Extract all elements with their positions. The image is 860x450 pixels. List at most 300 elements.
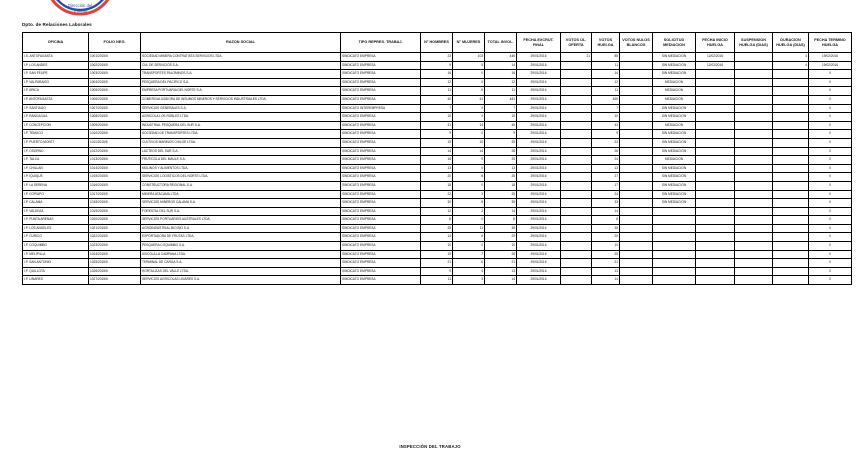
table-cell: 27 (592, 173, 620, 182)
table-cell (620, 121, 653, 130)
table-cell: MEDIACION (653, 156, 696, 165)
table-cell: SERVICIOS PORTUARIOS AUSTRALES LTDA. (141, 216, 341, 225)
table-cell: 9 (592, 130, 620, 139)
table-cell: 29/01/2016 (517, 207, 561, 216)
table-cell (561, 147, 592, 156)
table-cell: SIN MEDIACION (653, 138, 696, 147)
table-cell (561, 95, 592, 104)
table-cell: 17 (592, 181, 620, 190)
table-cell: SOCIEDAD MINERA CONTRATISTA SERVICIOS LTDA. (141, 53, 341, 62)
table-cell: 12 (421, 78, 453, 87)
table-cell: 465 (592, 95, 620, 104)
table-cell: 1001/2015/5 (89, 53, 141, 62)
table-cell (696, 190, 735, 199)
table-cell: 10 (421, 242, 453, 251)
table-cell: FRUTICOLA DEL MAULE S.A. (141, 156, 341, 165)
table-cell: 0 (809, 147, 852, 156)
table-cell: 85 (592, 53, 620, 62)
table-row (23, 61, 852, 70)
table-cell: COMERCIALIZADORA DE INSUMOS MINEROS Y SERVICIOS INDUSTRIALES LTDA. (141, 95, 341, 104)
table-cell: 14 (592, 207, 620, 216)
table-cell: I.P. CHILLAN (23, 164, 89, 173)
table-cell: 3 (453, 276, 485, 285)
table-cell (620, 95, 653, 104)
table-row (23, 216, 852, 225)
column-header: VOTOS NULOS BLANCOS (620, 33, 653, 53)
table-cell (696, 104, 735, 113)
table-cell: I.P. TALCA (23, 156, 89, 165)
table-cell: 14 (421, 147, 453, 156)
table-cell: SINDICATO EMPRESA (341, 121, 421, 130)
table-cell: 6 (453, 233, 485, 242)
table-cell (773, 199, 809, 208)
table-row (23, 199, 852, 208)
table-cell (773, 104, 809, 113)
table-cell: 1005/2015/5 (89, 87, 141, 96)
table-cell: I.P. VALDIVIA (23, 207, 89, 216)
table-cell (653, 224, 696, 233)
table-cell: I.P. TEMUCO (23, 130, 89, 139)
table-cell (561, 259, 592, 268)
table-row (23, 267, 852, 276)
table-cell: 29/01/2016 (517, 121, 561, 130)
table-cell: SINDICATO EMPRESA (341, 61, 421, 70)
table-cell: 29/01/2016 (517, 53, 561, 62)
table-cell (620, 130, 653, 139)
table-cell (561, 70, 592, 79)
table-cell: 29/01/2016 (517, 190, 561, 199)
table-row (23, 233, 852, 242)
table-row (23, 147, 852, 156)
table-cell: 14 (485, 276, 517, 285)
table-cell: 29/01/2016 (517, 104, 561, 113)
table-cell: 23 (421, 53, 453, 62)
table-cell: 8 (592, 216, 620, 225)
table-cell: 10 (592, 113, 620, 122)
table-cell (696, 78, 735, 87)
table-cell: 1010/2015/5 (89, 130, 141, 139)
table-cell: 29/01/2016 (517, 242, 561, 251)
table-cell: 29/01/2016 (517, 61, 561, 70)
table-cell: 0 (453, 216, 485, 225)
table-cell (620, 61, 653, 70)
table-cell: 11 (592, 87, 620, 96)
table-cell: 1004/2015/5 (89, 78, 141, 87)
table-cell: 29/01/2016 (517, 130, 561, 139)
table-cell: 0 (809, 130, 852, 139)
table-cell: MEDIACION (653, 87, 696, 96)
table-cell: 0 (453, 87, 485, 96)
table-cell (735, 138, 773, 147)
table-cell: SIN MEDIACION (653, 199, 696, 208)
table-cell (696, 70, 735, 79)
table-cell: I.P. COQUIMBO (23, 242, 89, 251)
table-cell: 0 (809, 233, 852, 242)
column-header: TIPO REPRES. TRABAJ. (341, 33, 421, 53)
table-cell: 11 (485, 87, 517, 96)
table-cell: SINDICATO EMPRESA (341, 224, 421, 233)
table-cell: MOLINOS Y ALIMENTOS LTDA. (141, 164, 341, 173)
table-cell: HORTALIZAS DEL VALLE LTDA. (141, 267, 341, 276)
table-cell: 1021/2015/5 (89, 224, 141, 233)
table-cell (620, 104, 653, 113)
table-cell (773, 207, 809, 216)
table-cell: SERVICIOS GENERALES S.A. (141, 104, 341, 113)
table-cell: MEDIACION (653, 95, 696, 104)
table-cell (620, 267, 653, 276)
table-cell: 9 (485, 130, 517, 139)
table-cell (653, 250, 696, 259)
table-cell (620, 199, 653, 208)
table-cell: SINDICATO EMPRESA (341, 259, 421, 268)
table-cell: 28 (485, 147, 517, 156)
table-cell (696, 224, 735, 233)
table-cell (696, 130, 735, 139)
table-cell: SINDICATO EMPRESA (341, 216, 421, 225)
table-cell (773, 224, 809, 233)
table-cell (620, 207, 653, 216)
table-cell: 21 (561, 53, 592, 62)
table-cell: 0 (809, 276, 852, 285)
table-cell (620, 259, 653, 268)
table-cell (773, 216, 809, 225)
table-cell: 4 (773, 53, 809, 62)
column-header: TOTAL INVOL. (485, 33, 517, 53)
table-cell (773, 276, 809, 285)
table-cell (696, 207, 735, 216)
table-cell: 29/01/2016 (517, 87, 561, 96)
table-row (23, 156, 852, 165)
table-cell: 18 (485, 181, 517, 190)
table-cell: 21 (421, 259, 453, 268)
table-cell: 45 (485, 121, 517, 130)
table-cell: 10 (453, 138, 485, 147)
table-cell (696, 147, 735, 156)
table-cell: 0 (809, 190, 852, 199)
table-cell: 1023/2015/5 (89, 242, 141, 251)
table-cell: 10 (421, 113, 453, 122)
table-cell: 14 (453, 121, 485, 130)
table-row (23, 259, 852, 268)
table-cell (561, 190, 592, 199)
table-cell: 16 (485, 70, 517, 79)
table-cell: 10 (592, 242, 620, 251)
table-cell: 20 (421, 173, 453, 182)
table-cell: 0 (809, 173, 852, 182)
table-cell: MINERA ATACAMA LTDA. (141, 190, 341, 199)
table-cell: I.P. LA SERENA (23, 181, 89, 190)
table-cell (735, 199, 773, 208)
table-cell: SINDICATO EMPRESA (341, 156, 421, 165)
table-cell: 35 (485, 199, 517, 208)
table-cell (735, 53, 773, 62)
table-cell: 1006/2015/5 (89, 95, 141, 104)
table-cell (696, 156, 735, 165)
table-cell (773, 164, 809, 173)
table-cell: 36 (485, 224, 517, 233)
table-cell (696, 267, 735, 276)
table-cell: 12 (421, 207, 453, 216)
table-cell: 43 (592, 121, 620, 130)
table-cell: SIN MEDIACION (653, 104, 696, 113)
table-cell: 12 (592, 78, 620, 87)
table-row (23, 95, 852, 104)
table-cell: I.P. QUILLOTA (23, 267, 89, 276)
table-cell: 7 (453, 250, 485, 259)
table-cell (696, 173, 735, 182)
table-cell (653, 242, 696, 251)
column-header: DURACION HUELGA (DIAS) (773, 33, 809, 53)
table-cell (735, 78, 773, 87)
table-cell (620, 242, 653, 251)
table-cell (561, 173, 592, 182)
table-cell: 13 (592, 267, 620, 276)
table-cell: CIA. DE SERVICIOS S.A. (141, 61, 341, 70)
table-cell: 1026/2015/5 (89, 267, 141, 276)
table-cell: 2 (453, 207, 485, 216)
table-cell: I.P. LINARES (23, 276, 89, 285)
table-cell (696, 95, 735, 104)
table-cell: 0 (453, 104, 485, 113)
table-cell: 20 (485, 233, 517, 242)
table-cell (620, 164, 653, 173)
table-cell: 26 (592, 147, 620, 156)
table-cell (620, 250, 653, 259)
table-cell: 1003/2015/5 (89, 70, 141, 79)
table-cell: 33 (592, 199, 620, 208)
table-cell (735, 156, 773, 165)
table-cell: 35 (592, 224, 620, 233)
table-cell: 11 (453, 224, 485, 233)
table-cell: 16 (421, 70, 453, 79)
table-cell: PESQUERA COQUIMBO S.A. (141, 242, 341, 251)
table-cell: 1013/2015/5 (89, 156, 141, 165)
table-cell: TRANSPORTES PALOMINOS S.A. (141, 70, 341, 79)
table-cell (773, 87, 809, 96)
table-cell: 24 (592, 156, 620, 165)
table-cell (620, 138, 653, 147)
table-cell: TERMINAL DE CARGA S.A. (141, 259, 341, 268)
table-cell: 14 (485, 207, 517, 216)
logo-text-line2: Trabajo (72, 8, 88, 13)
table-cell: 13 (421, 164, 453, 173)
table-cell: 11 (421, 276, 453, 285)
table-cell: I.P. PUERTO MONTT (23, 138, 89, 147)
table-cell (653, 267, 696, 276)
table-cell: 5 (453, 199, 485, 208)
table-cell (653, 276, 696, 285)
table-cell (561, 121, 592, 130)
table-cell: 28 (485, 173, 517, 182)
table-cell: 3 (453, 190, 485, 199)
table-cell (561, 61, 592, 70)
table-cell: 9 (421, 61, 453, 70)
table-cell: SINDICATO EMPRESA (341, 267, 421, 276)
table-cell (735, 276, 773, 285)
table-cell (696, 250, 735, 259)
table-cell: 21 (592, 259, 620, 268)
table-cell: 29/01/2016 (517, 138, 561, 147)
table-cell: 0 (809, 87, 852, 96)
table-cell: SINDICATO EMPRESA (341, 276, 421, 285)
table-cell (735, 181, 773, 190)
table-cell: SINDICATO EMPRESA (341, 70, 421, 79)
table-cell: SINDICATO EMPRESA (341, 207, 421, 216)
table-cell: SOCIEDAD DE TRANSPORTES LTDA. (141, 130, 341, 139)
department-title: Dpto. de Relaciones Laborales (22, 22, 92, 27)
table-cell: I.P. ANTOFAGASTA (23, 95, 89, 104)
table-cell: 24 (592, 190, 620, 199)
table-cell: SINDICATO EMPRESA (341, 164, 421, 173)
table-cell (561, 250, 592, 259)
table-cell (653, 216, 696, 225)
table-cell: 23 (592, 138, 620, 147)
table-cell (773, 147, 809, 156)
table-cell: I.P. VALPARAISO (23, 78, 89, 87)
table-row (23, 190, 852, 199)
table-cell (696, 113, 735, 122)
column-header: OFICINA (23, 33, 89, 53)
table-cell: 1008/2015/5 (89, 113, 141, 122)
table-cell: 0 (453, 130, 485, 139)
table-cell: SIN MEDIACION (653, 190, 696, 199)
table-cell (735, 173, 773, 182)
table-cell (561, 156, 592, 165)
table-cell (735, 121, 773, 130)
table-cell (620, 276, 653, 285)
table-cell: CONSTRUCTORA REGIONAL S.A. (141, 181, 341, 190)
table-cell: I.P. SANTIAGO (23, 104, 89, 113)
table-cell: 0 (453, 113, 485, 122)
table-cell: 0 (453, 181, 485, 190)
table-cell: 1014/2015/5 (89, 164, 141, 173)
table-cell: SINDICATO EMPRESA (341, 199, 421, 208)
table-cell (773, 113, 809, 122)
table-cell: 0 (453, 242, 485, 251)
table-cell: I.P. CURICO (23, 233, 89, 242)
table-cell: SINDICATO EMPRESA (341, 53, 421, 62)
table-cell: SINDICATO EMPRESA (341, 78, 421, 87)
table-cell (561, 164, 592, 173)
table-cell: 0 (453, 78, 485, 87)
table-cell: 40 (421, 95, 453, 104)
table-cell: 12/02/2016 (696, 61, 735, 70)
table-cell (735, 164, 773, 173)
table-cell (735, 207, 773, 216)
table-cell: 15 (421, 138, 453, 147)
table-cell: 0 (809, 121, 852, 130)
table-cell: I.P. IQUIQUE (23, 173, 89, 182)
table-cell: 13 (592, 164, 620, 173)
table-cell (653, 233, 696, 242)
table-cell: 31 (421, 121, 453, 130)
column-header: VOTOS HUELGA (592, 33, 620, 53)
table-cell: CULTIVOS MARINOS CHILOE LTDA. (141, 138, 341, 147)
table-cell (561, 181, 592, 190)
table-cell (735, 242, 773, 251)
table-cell (620, 147, 653, 156)
table-row (23, 130, 852, 139)
table-cell: 29/01/2016 (517, 181, 561, 190)
table-cell: 9 (421, 130, 453, 139)
table-cell: 14 (453, 147, 485, 156)
table-cell: 10 (485, 242, 517, 251)
table-cell: SIN MEDIACION (653, 173, 696, 182)
table-cell: 29/01/2016 (517, 259, 561, 268)
table-cell: I.P. CALAMA (23, 199, 89, 208)
table-cell (561, 78, 592, 87)
table-cell (696, 121, 735, 130)
table-cell (620, 233, 653, 242)
table-cell: 25 (485, 156, 517, 165)
table-cell: SINDICATO EMPRESA (341, 113, 421, 122)
table-cell (735, 259, 773, 268)
table-cell: 0 (809, 70, 852, 79)
table-body (23, 53, 852, 285)
column-header: FOLIO NEG. (89, 33, 141, 53)
table-cell: 1019/2015/5 (89, 207, 141, 216)
table-cell: I.P. RANCAGUA (23, 113, 89, 122)
table-cell: 0 (809, 259, 852, 268)
table-cell: 13 (485, 164, 517, 173)
table-cell: 29/01/2016 (517, 250, 561, 259)
table-cell: 1020/2015/5 (89, 216, 141, 225)
table-cell (620, 173, 653, 182)
column-header: FECHA INICIO HUELGA (696, 33, 735, 53)
table-cell: 0 (809, 199, 852, 208)
column-header: FECHA EXCRUT. FINAL (517, 33, 561, 53)
table-cell: 9 (421, 267, 453, 276)
table-cell (696, 164, 735, 173)
table-cell (773, 95, 809, 104)
table-cell (561, 224, 592, 233)
table-row (23, 164, 852, 173)
table-cell: 7 (592, 104, 620, 113)
table-cell: SINDICATO INTEREMPRESA (341, 104, 421, 113)
table-cell (735, 233, 773, 242)
table-cell (773, 267, 809, 276)
table-cell: 29/01/2016 (517, 70, 561, 79)
table-cell (696, 259, 735, 268)
table-cell (620, 216, 653, 225)
table-cell (561, 216, 592, 225)
table-row (23, 53, 852, 62)
table-cell: 0 (809, 95, 852, 104)
table-cell: 8 (485, 216, 517, 225)
table-cell: 29/01/2016 (517, 233, 561, 242)
table-cell: 0 (809, 156, 852, 165)
table-cell: 0 (809, 164, 852, 173)
table-cell: SINDICATO EMPRESA (341, 233, 421, 242)
table-cell: 14 (592, 70, 620, 79)
table-cell (620, 224, 653, 233)
table-cell (773, 121, 809, 130)
table-cell (735, 130, 773, 139)
table-cell: 0 (809, 242, 852, 251)
table-row (23, 242, 852, 251)
table-row (23, 173, 852, 182)
table-row (23, 181, 852, 190)
table-cell: 12 (485, 78, 517, 87)
table-cell (696, 87, 735, 96)
table-cell: I.P. MELIPILLA (23, 250, 89, 259)
table-cell (735, 216, 773, 225)
table-cell (561, 138, 592, 147)
table-cell: 14 (592, 276, 620, 285)
table-cell: 29/01/2016 (517, 224, 561, 233)
table-cell (735, 250, 773, 259)
table-cell (561, 199, 592, 208)
